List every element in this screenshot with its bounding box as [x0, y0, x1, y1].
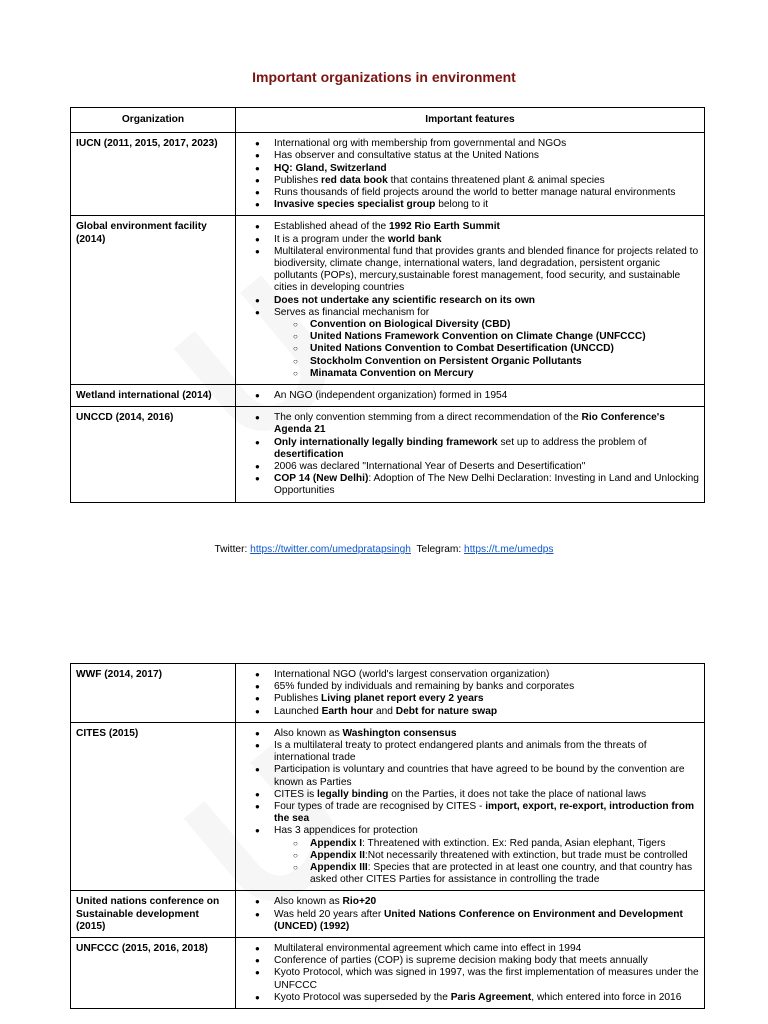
- feature-item: [274, 246, 699, 295]
- text-run: Launched: [274, 705, 322, 717]
- sub-list: [274, 838, 699, 887]
- text-run: 65% funded by individuals and remaining by banks and corporates: [274, 681, 575, 693]
- text-run: belong to it: [435, 199, 489, 211]
- feature-item: [274, 801, 699, 825]
- text-run: Established ahead of the: [274, 221, 389, 233]
- text-run: :Not necessarily threatened with extinction, but trade must be controlled: [364, 849, 688, 861]
- sub-item: [310, 862, 699, 886]
- text-run: Has 3 appendices for protection: [274, 825, 418, 837]
- feature-list: [241, 669, 699, 718]
- telegram-link[interactable]: https://t.me/umedps: [464, 544, 554, 555]
- text-run: Participation is voluntary and countries that have agreed to be bound by the convention are known as Parties: [274, 764, 685, 788]
- twitter-label: Twitter:: [214, 544, 251, 555]
- feature-item: [274, 909, 699, 933]
- features-cell: [236, 891, 705, 938]
- bold-text: Invasive species specialist group: [274, 199, 436, 211]
- feature-item: [274, 669, 699, 681]
- features-cell: [236, 133, 705, 216]
- text-run: CITES is: [274, 788, 318, 800]
- organization-name: WWF (2014, 2017): [71, 664, 236, 723]
- bold-text: COP 14 (New Delhi): [274, 473, 369, 485]
- feature-item: [274, 896, 699, 908]
- header-important-features: Important features: [236, 108, 705, 133]
- organization-name: CITES (2015): [71, 722, 236, 891]
- table-row-unfccc: [71, 938, 705, 1009]
- bold-text: Only internationally legally binding framework: [274, 436, 498, 448]
- feature-list: [241, 943, 699, 1004]
- feature-list: [241, 390, 699, 402]
- text-run: Publishes: [274, 174, 322, 186]
- feature-item: [274, 295, 699, 307]
- text-run: and: [373, 705, 396, 717]
- sub-item: ○ Convention on Biological Diversity (CBD): [310, 319, 699, 331]
- feature-item: [274, 175, 699, 187]
- features-cell: [236, 407, 705, 502]
- page-title: Important organizations in environment: [252, 69, 516, 85]
- table-row-wetland-international: [71, 385, 705, 407]
- feature-item: [274, 728, 699, 740]
- feature-item: [274, 764, 699, 788]
- feature-item: [274, 693, 699, 705]
- bold-text: Appendix III: [310, 862, 368, 874]
- text-run: set up to address the problem of: [497, 436, 647, 448]
- features-cell: [236, 938, 705, 1009]
- feature-item: [274, 992, 699, 1004]
- sub-item: ○ Stockholm Convention on Persistent Organic Pollutants: [310, 356, 699, 368]
- bold-text: HQ: Gland, Switzerland: [274, 162, 387, 174]
- feature-item: [274, 825, 699, 886]
- bold-text: red data book: [321, 174, 388, 186]
- sub-item: [310, 838, 699, 850]
- sub-item: ○ Minamata Convention on Mercury: [310, 368, 699, 380]
- organization-name: IUCN (2011, 2015, 2017, 2023): [71, 133, 236, 216]
- feature-list: [241, 728, 699, 887]
- text-run: Has observer and consultative status at the United Nations: [274, 150, 540, 162]
- feature-item: [274, 681, 699, 693]
- text-run: Kyoto Protocol, which was signed in 1997, was the first implementation of measures under the UNFCCC: [274, 967, 699, 991]
- text-run: International NGO (world's largest conservation organization): [274, 669, 550, 680]
- bold-text: Does not undertake any scientific research on its own: [274, 294, 535, 306]
- organization-name: United nations conference on Sustainable development (2015): [71, 891, 236, 938]
- feature-item: [274, 943, 699, 955]
- bold-text: Paris Agreement: [450, 991, 532, 1003]
- text-run: Runs thousands of field projects around the world to better manage natural environments: [274, 187, 676, 199]
- organization-name: Global environment facility (2014): [71, 216, 236, 385]
- organization-name: UNCCD (2014, 2016): [71, 407, 236, 502]
- features-cell: [236, 664, 705, 723]
- text-run: Multilateral environmental fund that provides grants and blended finance for projects related to biodiversity, climate change, international waters, land degradation, persistent organic pollutants (POPs), mercury,sustainable forest management, food security, and sustainable cities in developing countries: [274, 245, 699, 294]
- feature-item: [274, 473, 699, 497]
- feature-item: [274, 199, 699, 211]
- table-header-row: [71, 108, 705, 133]
- table-row-unccd: [71, 407, 705, 502]
- text-run: , which entered into force in 2016: [531, 991, 682, 1003]
- bold-text: Living planet report every 2 years: [321, 693, 484, 705]
- twitter-link[interactable]: https://twitter.com/umedpratapsingh: [250, 544, 411, 555]
- feature-item: [274, 955, 699, 967]
- feature-item: [274, 967, 699, 991]
- feature-item: [274, 412, 699, 436]
- text-run: It is a program under the: [274, 233, 388, 245]
- table-row-united-nations-conference-on-sustainable-development: [71, 891, 705, 938]
- bold-text: Earth hour: [321, 705, 374, 717]
- feature-list: [241, 412, 699, 497]
- text-run: Conference of parties (COP) is supreme decision making body that meets annually: [274, 955, 648, 967]
- bold-text: Appendix II: [310, 849, 365, 861]
- feature-item: [274, 163, 699, 175]
- sub-item: ○ United Nations Framework Convention on Climate Change (UNFCCC): [310, 331, 699, 343]
- bold-text: Debt for nature swap: [395, 705, 498, 717]
- bold-text: world bank: [387, 233, 442, 245]
- text-run: Kyoto Protocol was superseded by the: [274, 991, 451, 1003]
- table-row-wwf: [71, 664, 705, 723]
- text-run: on the Parties, it does not take the place of national laws: [388, 788, 647, 800]
- bold-text: Rio Conference's Agenda 21: [274, 412, 665, 436]
- features-cell: [236, 385, 705, 407]
- feature-item: [274, 234, 699, 246]
- feature-item: [274, 138, 699, 150]
- text-run: Serves as financial mechanism for: [274, 306, 430, 318]
- sub-list: [274, 319, 699, 380]
- text-run: Four types of trade are recognised by CITES -: [274, 801, 486, 813]
- feature-item: [274, 390, 699, 402]
- table-row-iucn: [71, 133, 705, 216]
- text-run: 2006 was declared "International Year of Deserts and Desertification": [274, 461, 586, 473]
- table-row-global-environment-facility: [71, 216, 705, 385]
- text-run: : Adoption of The New Delhi Declaration: Investing in Land and Unlocking Opportunities: [274, 473, 699, 497]
- bold-text: legally binding: [317, 788, 389, 800]
- feature-item: [274, 789, 699, 801]
- table-row-cites: [71, 722, 705, 891]
- header-organization: Organization: [71, 108, 236, 133]
- text-run: Is a multilateral treaty to protect endangered plants and animals from the threats of international trade: [274, 740, 647, 764]
- sub-item: [310, 850, 699, 862]
- organizations-table-1: [70, 107, 705, 503]
- feature-list: [241, 221, 699, 380]
- text-run: : Species that are protected in at least one country, and that country has asked other CITES Parties for assistance in controlling the trade: [310, 862, 693, 886]
- text-run: Also known as: [274, 896, 343, 908]
- feature-list: [241, 896, 699, 933]
- feature-item: [274, 150, 699, 162]
- bold-text: United Nations Conference on Environment and Development (UNCED) (1992): [274, 908, 683, 932]
- bold-text: import, export, re-export, introduction from the sea: [274, 801, 695, 825]
- organization-name: Wetland international (2014): [71, 385, 236, 407]
- bold-text: Rio+20: [342, 896, 377, 908]
- text-run: International org with membership from governmental and NGOs: [274, 138, 567, 150]
- sub-item: ○ United Nations Convention to Combat Desertification (UNCCD): [310, 343, 699, 355]
- feature-list: [241, 138, 699, 211]
- text-run: Multilateral environmental agreement which came into effect in 1994: [274, 943, 582, 955]
- bold-text: desertification: [274, 448, 344, 460]
- organizations-table-2: [70, 663, 705, 1009]
- text-run: Also known as: [274, 727, 343, 739]
- features-cell: [236, 216, 705, 385]
- feature-item: [274, 187, 699, 199]
- text-run: The only convention stemming from a direct recommendation of the: [274, 412, 582, 424]
- feature-item: [274, 706, 699, 718]
- text-run: Publishes: [274, 693, 322, 705]
- feature-item: [274, 221, 699, 233]
- feature-item: [274, 461, 699, 473]
- bold-text: Washington consensus: [342, 727, 457, 739]
- social-links: [0, 544, 768, 555]
- bold-text: 1992 Rio Earth Summit: [388, 221, 500, 233]
- features-cell: [236, 722, 705, 891]
- text-run: : Threatened with extinction. Ex: Red panda, Asian elephant, Tigers: [362, 837, 666, 849]
- text-run: that contains threatened plant & animal species: [387, 174, 605, 186]
- bold-text: Appendix I: [310, 837, 363, 849]
- organization-name: UNFCCC (2015, 2016, 2018): [71, 938, 236, 1009]
- text-run: Was held 20 years after: [274, 908, 385, 920]
- telegram-label: Telegram:: [416, 544, 465, 555]
- feature-item: [274, 437, 699, 461]
- feature-item: [274, 307, 699, 380]
- text-run: An NGO (independent organization) formed in 1954: [274, 390, 508, 402]
- feature-item: [274, 740, 699, 764]
